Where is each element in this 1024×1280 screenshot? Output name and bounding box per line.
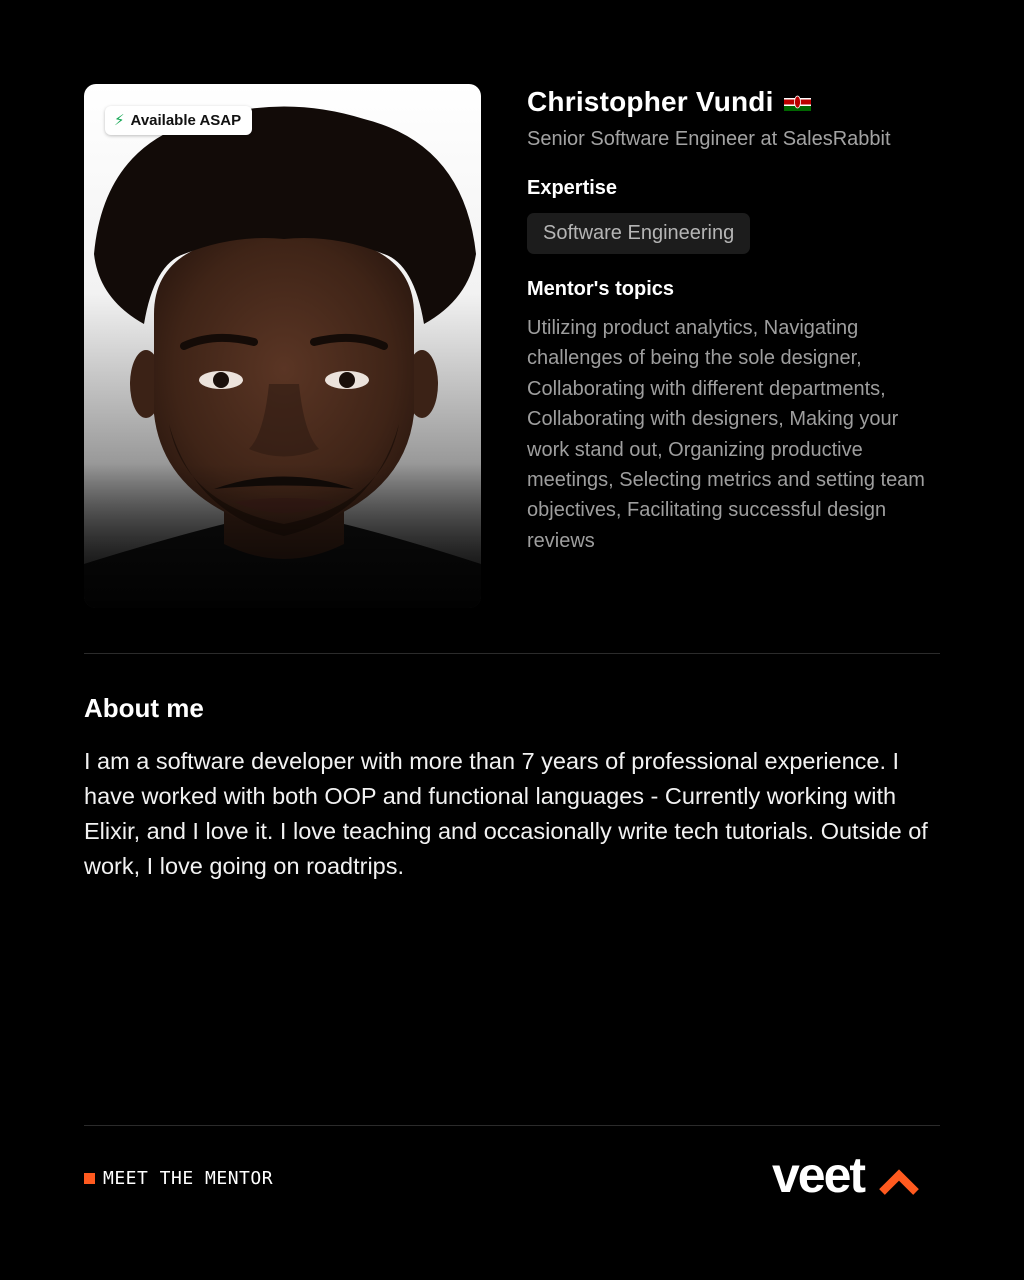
caret-up-icon bbox=[878, 1166, 920, 1196]
veet-logo bbox=[772, 1147, 920, 1203]
footer-divider bbox=[84, 1125, 940, 1126]
expertise-chip: Software Engineering bbox=[527, 213, 750, 254]
square-icon bbox=[84, 1173, 95, 1184]
meet-the-mentor-label bbox=[84, 1168, 273, 1189]
availability-label: Available ASAP bbox=[130, 112, 242, 129]
mentor-photo bbox=[84, 84, 481, 608]
mentor-name: Christopher Vundi bbox=[527, 86, 774, 117]
footer-label-text: MEET THE MENTOR bbox=[103, 1168, 274, 1189]
lightning-icon: ⚡ bbox=[114, 112, 125, 129]
expertise-heading: Expertise bbox=[527, 177, 618, 199]
mentor-role: Senior Software Engineer at SalesRabbit bbox=[527, 128, 891, 150]
mentor-info bbox=[527, 84, 947, 556]
section-divider bbox=[84, 653, 940, 654]
topics-heading: Mentor's topics bbox=[527, 278, 674, 300]
availability-badge bbox=[105, 106, 252, 135]
portrait-illustration bbox=[84, 84, 481, 608]
topics-text: Utilizing product analytics, Navigating challenges of being the sole designer, Collaborating with different departments, Collaborating with designers, Making your work stand out, Organizing productive meetings, Selecting metrics and setting team objectives, Facilitating successful design reviews bbox=[527, 317, 925, 552]
logo-text: veet bbox=[772, 1147, 865, 1203]
about-heading: About me bbox=[84, 693, 204, 723]
kenya-flag-icon bbox=[784, 93, 811, 111]
about-text: I am a software developer with more than 7 years of professional experience. I have worked with both OOP and functional languages - Currently working with Elixir, and I love it. I love teaching and occasionally write tech tutorials. Outside of work, I love going on roadtrips. bbox=[84, 748, 928, 879]
